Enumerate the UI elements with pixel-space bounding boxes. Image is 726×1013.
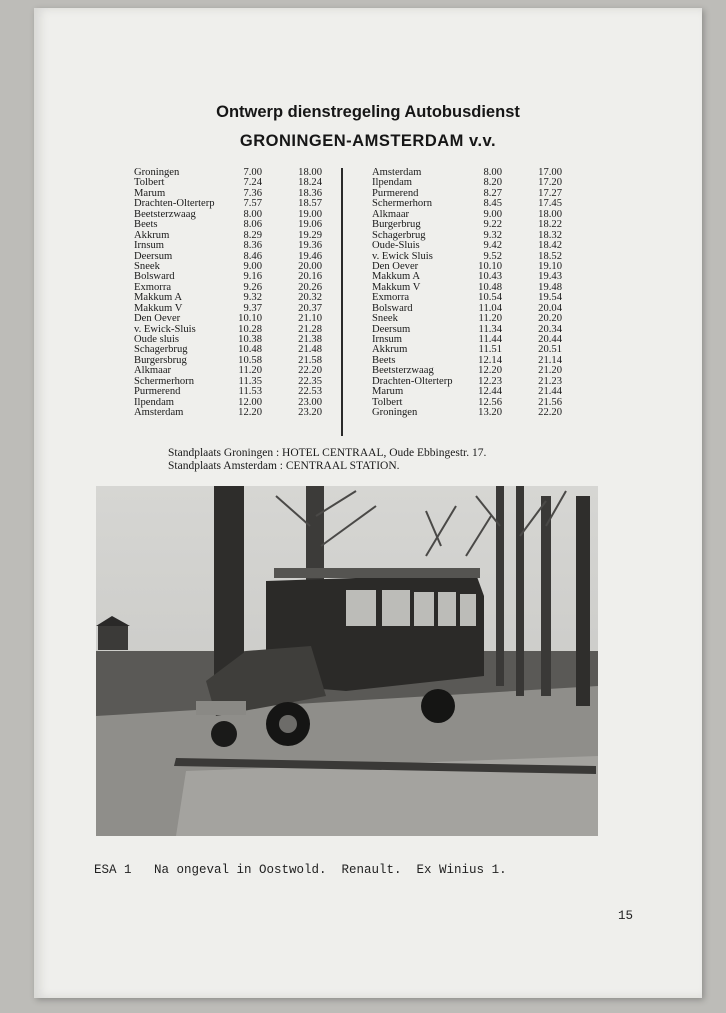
departure-time-morning: 9.16 [243, 271, 262, 283]
departure-time-evening: 20.04 [538, 302, 562, 314]
departure-time-morning: 10.54 [478, 292, 502, 304]
stop-name: Amsterdam [134, 407, 184, 419]
departure-time-morning: 8.06 [243, 219, 262, 231]
departure-time-evening: 21.28 [298, 323, 322, 335]
departure-time-morning: 9.32 [483, 229, 502, 241]
stop-name: Makkum A [372, 271, 420, 283]
departure-time-morning: 7.00 [243, 167, 262, 178]
departure-time-morning: 9.22 [483, 219, 502, 231]
stop-name: Tolbert [134, 177, 165, 189]
departure-time-morning: 8.29 [243, 229, 262, 241]
departure-time-evening: 20.32 [298, 292, 322, 304]
departure-time-morning: 11.53 [238, 386, 262, 398]
departure-time-evening: 17.27 [538, 187, 562, 199]
departure-time-evening: 18.22 [538, 219, 562, 231]
stop-name: Groningen [134, 167, 180, 178]
departure-time-evening: 18.00 [298, 167, 322, 178]
stop-name: Akkrum [372, 344, 408, 356]
stop-name: Exmorra [134, 281, 172, 293]
departure-time-morning: 8.27 [483, 187, 502, 199]
stop-name: Makkum V [134, 302, 183, 314]
departure-time-evening: 17.00 [538, 167, 562, 178]
departure-time-morning: 11.20 [238, 365, 262, 377]
stop-name: v. Ewick-Sluis [134, 323, 196, 335]
departure-time-evening: 22.20 [538, 407, 562, 419]
departure-time-evening: 21.23 [538, 375, 562, 387]
standplaats-groningen: Standplaats Groningen : HOTEL CENTRAAL, Oude Ebbingestr. 17. [168, 447, 487, 459]
timetable-title: Ontwerp dienstregeling Autobusdienst [216, 103, 520, 121]
departure-time-morning: 9.42 [483, 240, 502, 252]
departure-time-morning: 11.04 [478, 302, 502, 314]
departure-time-morning: 10.58 [238, 354, 262, 366]
departure-time-evening: 18.36 [298, 187, 322, 199]
departure-time-evening: 20.16 [298, 271, 322, 283]
departure-time-morning: 11.34 [478, 323, 502, 335]
departure-time-evening: 19.10 [538, 260, 562, 272]
departure-time-evening: 22.20 [298, 365, 322, 377]
departure-time-evening: 21.38 [298, 334, 322, 345]
route-title: GRONINGEN-AMSTERDAM v.v. [239, 132, 497, 150]
stop-name: Bolsward [134, 271, 175, 283]
departure-time-morning: 8.45 [483, 198, 502, 210]
departure-time-morning: 7.57 [243, 198, 262, 210]
stop-name: Schermerhorn [134, 375, 195, 387]
stop-name: Beetsterzwaag [372, 365, 434, 377]
stop-name: Deersum [134, 250, 173, 262]
stop-name: Alkmaar [372, 208, 410, 220]
stop-name: Beetsterzwaag [134, 208, 196, 220]
stop-name: Akkrum [134, 229, 170, 241]
stop-name: Burgerbrug [372, 219, 421, 231]
timetable-row [134, 314, 334, 324]
stop-name: Exmorra [372, 292, 410, 304]
departure-time-evening: 21.56 [538, 396, 562, 408]
book-page [34, 8, 702, 998]
departure-time-evening: 19.43 [538, 271, 562, 283]
departure-time-morning: 12.56 [478, 396, 502, 408]
page-number: 15 [618, 909, 634, 923]
stop-name: Tolbert [372, 396, 403, 408]
departure-time-evening: 22.53 [298, 386, 322, 398]
stop-name: Irnsum [372, 334, 403, 345]
stop-name: Purmerend [372, 187, 419, 199]
departure-time-evening: 20.44 [538, 334, 562, 345]
departure-time-evening: 21.44 [538, 386, 562, 398]
timetable-groningen-amsterdam [134, 168, 334, 419]
departure-time-morning: 11.35 [238, 375, 262, 387]
departure-time-evening: 18.42 [538, 240, 562, 252]
departure-time-morning: 10.38 [238, 334, 262, 345]
departure-time-morning: 10.28 [238, 323, 262, 335]
stop-name: Schermerhorn [372, 198, 433, 210]
departure-time-morning: 10.10 [478, 260, 502, 272]
departure-time-evening: 19.00 [298, 208, 322, 220]
departure-time-evening: 18.00 [538, 208, 562, 220]
timetable-amsterdam-groningen [372, 168, 572, 419]
departure-time-morning: 12.14 [478, 354, 502, 366]
stop-name: Alkmaar [134, 365, 172, 377]
stop-name: Makkum A [134, 292, 182, 304]
departure-time-evening: 21.20 [538, 365, 562, 377]
stop-name: Marum [372, 386, 404, 398]
stop-name: Beets [372, 354, 396, 366]
departure-time-evening: 20.51 [538, 344, 562, 356]
departure-time-morning: 9.00 [243, 260, 262, 272]
stop-name: Deersum [372, 323, 411, 335]
stop-name: Irnsum [134, 240, 165, 252]
departure-time-evening: 19.06 [298, 219, 322, 231]
stop-name: Beets [134, 219, 158, 231]
bus-photograph [96, 486, 598, 836]
departure-time-evening: 18.24 [298, 177, 322, 189]
departure-time-morning: 8.20 [483, 177, 502, 189]
stop-name: Ilpendam [134, 396, 175, 408]
timetable-row [372, 408, 572, 418]
departure-time-morning: 9.52 [483, 250, 502, 262]
stop-name: Den Oever [134, 313, 181, 325]
stop-name: Schagerbrug [372, 229, 426, 241]
stop-name: Purmerend [134, 386, 181, 398]
photo-caption: ESA 1 Na ongeval in Oostwold. Renault. Ex Winius 1. [94, 863, 507, 877]
column-divider [341, 168, 343, 436]
stop-name: Makkum V [372, 281, 421, 293]
departure-time-evening: 20.20 [538, 313, 562, 325]
departure-time-morning: 12.00 [238, 396, 262, 408]
departure-time-morning: 9.37 [243, 302, 262, 314]
stop-name: Den Oever [372, 260, 419, 272]
departure-time-evening: 18.32 [538, 229, 562, 241]
stop-name: Oude sluis [134, 334, 180, 345]
departure-time-evening: 21.58 [298, 354, 322, 366]
stop-name: Burgersbrug [134, 354, 187, 366]
departure-time-evening: 17.45 [538, 198, 562, 210]
stop-name: Sneek [134, 260, 160, 272]
departure-time-morning: 9.26 [243, 281, 262, 293]
departure-time-morning: 7.24 [243, 177, 262, 189]
departure-time-morning: 8.46 [243, 250, 262, 262]
departure-time-morning: 11.20 [478, 313, 502, 325]
stop-name: Ilpendam [372, 177, 413, 189]
departure-time-morning: 8.00 [243, 208, 262, 220]
departure-time-evening: 20.37 [298, 302, 322, 314]
timetable-row [134, 408, 334, 418]
departure-time-morning: 8.00 [483, 167, 502, 178]
departure-time-evening: 19.48 [538, 281, 562, 293]
departure-time-evening: 19.54 [538, 292, 562, 304]
departure-time-evening: 20.34 [538, 323, 562, 335]
departure-time-morning: 12.20 [238, 407, 262, 419]
timetable-row [372, 241, 572, 251]
departure-time-evening: 23.20 [298, 407, 322, 419]
departure-time-morning: 9.00 [483, 208, 502, 220]
departure-time-evening: 19.29 [298, 229, 322, 241]
departure-time-evening: 20.26 [298, 281, 322, 293]
departure-time-morning: 10.10 [238, 313, 262, 325]
departure-time-morning: 12.44 [478, 386, 502, 398]
timetable-row [372, 314, 572, 324]
departure-time-morning: 7.36 [243, 187, 262, 199]
standplaats-amsterdam: Standplaats Amsterdam : CENTRAAL STATION. [168, 460, 400, 472]
stop-name: Drachten-Olterterp [372, 375, 453, 387]
departure-time-morning: 10.48 [238, 344, 262, 356]
departure-time-morning: 12.20 [478, 365, 502, 377]
departure-time-evening: 22.35 [298, 375, 322, 387]
departure-time-evening: 23.00 [298, 396, 322, 408]
departure-time-evening: 21.10 [298, 313, 322, 325]
departure-time-morning: 12.23 [478, 375, 502, 387]
departure-time-evening: 17.20 [538, 177, 562, 189]
stop-name: Sneek [372, 313, 398, 325]
departure-time-evening: 18.52 [538, 250, 562, 262]
departure-time-morning: 10.43 [478, 271, 502, 283]
stop-name: Marum [134, 187, 166, 199]
departure-time-morning: 11.51 [478, 344, 502, 356]
departure-time-morning: 11.44 [478, 334, 502, 345]
departure-time-evening: 18.57 [298, 198, 322, 210]
departure-time-evening: 21.14 [538, 354, 562, 366]
bus-photo-illustration [96, 486, 598, 836]
stop-name: Oude-Sluis [372, 240, 420, 252]
stop-name: v. Ewick Sluis [372, 250, 433, 262]
stop-name: Bolsward [372, 302, 413, 314]
departure-time-morning: 9.32 [243, 292, 262, 304]
timetable-row [134, 241, 334, 251]
departure-time-morning: 13.20 [478, 407, 502, 419]
departure-time-morning: 10.48 [478, 281, 502, 293]
departure-time-evening: 19.46 [298, 250, 322, 262]
stop-name: Groningen [372, 407, 418, 419]
stop-name: Schagerbrug [134, 344, 188, 356]
stop-name: Drachten-Olterterp [134, 198, 215, 210]
departure-time-morning: 8.36 [243, 240, 262, 252]
departure-time-evening: 19.36 [298, 240, 322, 252]
departure-time-evening: 21.48 [298, 344, 322, 356]
departure-time-evening: 20.00 [298, 260, 322, 272]
stop-name: Amsterdam [372, 167, 422, 178]
